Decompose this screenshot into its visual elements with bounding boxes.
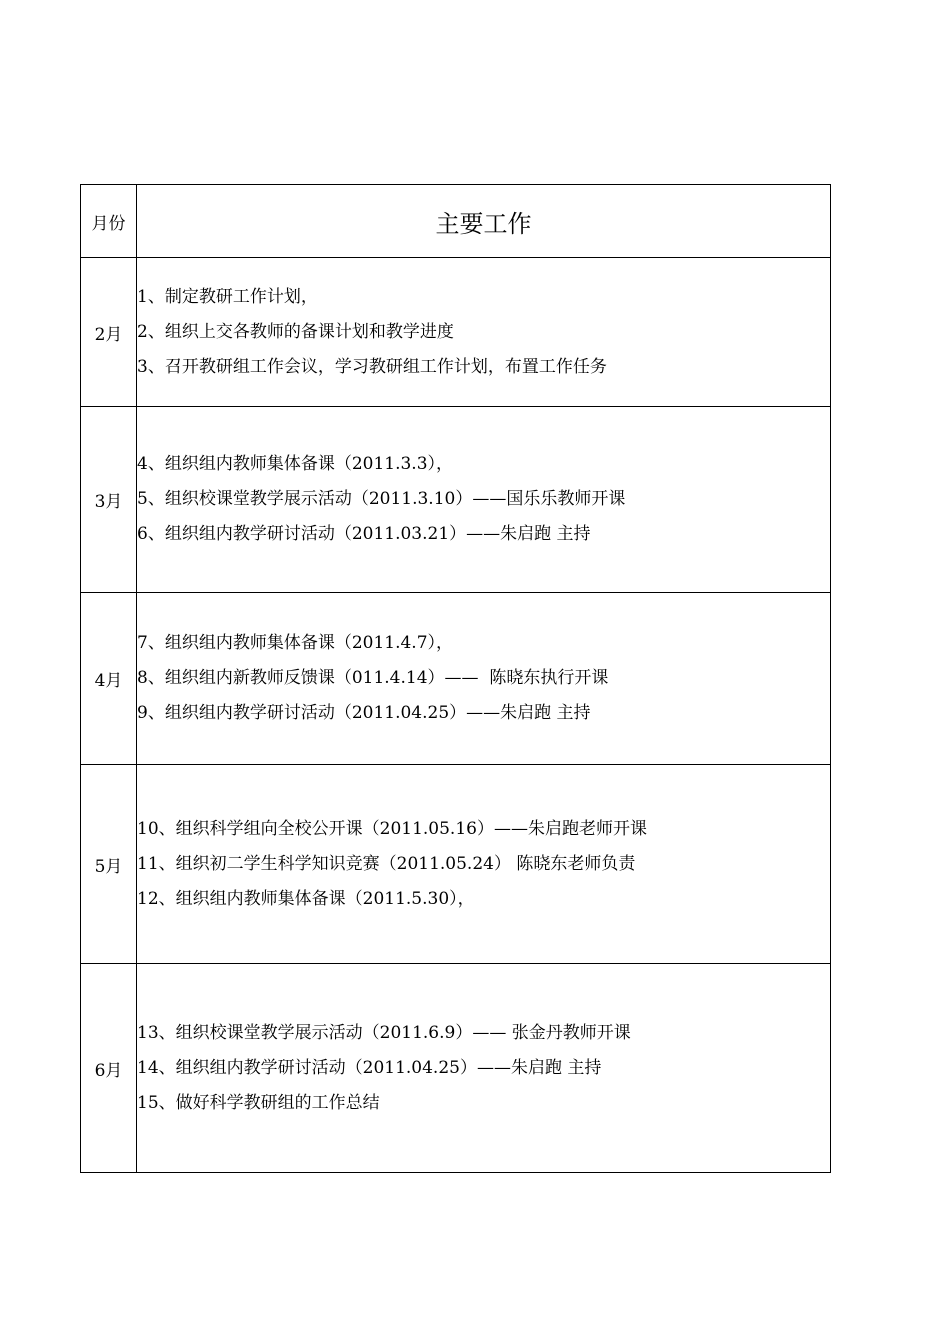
work-cell bbox=[137, 964, 831, 1173]
table-row bbox=[81, 593, 831, 765]
table-row bbox=[81, 258, 831, 407]
work-schedule-table bbox=[80, 184, 831, 1173]
work-item: 2、组织上交各教师的备课计划和教学进度 bbox=[137, 321, 454, 342]
work-item: 10、组织科学组向全校公开课（2011.05.16）——朱启跑老师开课 bbox=[137, 818, 647, 839]
work-cell bbox=[137, 407, 831, 593]
month-cell: 3月 bbox=[81, 407, 137, 593]
work-cell bbox=[137, 765, 831, 964]
work-item: 3、召开教研组工作会议，学习教研组工作计划，布置工作任务 bbox=[137, 356, 607, 377]
month-cell: 5月 bbox=[81, 765, 137, 964]
work-column-header: 主要工作 bbox=[137, 185, 831, 258]
work-item: 1、制定教研工作计划， bbox=[137, 286, 318, 307]
month-cell: 4月 bbox=[81, 593, 137, 765]
work-item: 6、组织组内教学研讨活动（2011.03.21）——朱启跑 主持 bbox=[137, 524, 591, 544]
month-cell: 2月 bbox=[81, 258, 137, 407]
table-row bbox=[81, 407, 831, 593]
work-item: 11、组织初二学生科学知识竞赛（2011.05.24） 陈晓东老师负责 bbox=[137, 853, 636, 874]
work-item: 13、组织校课堂教学展示活动（2011.6.9）—— 张金丹教师开课 bbox=[137, 1022, 631, 1043]
work-item: 7、组织组内教师集体备课（2011.4.7）， bbox=[137, 633, 454, 653]
work-item: 9、组织组内教学研讨活动（2011.04.25）——朱启跑 主持 bbox=[137, 703, 591, 723]
work-item: 5、组织校课堂教学展示活动（2011.3.10）——国乐乐教师开课 bbox=[137, 489, 626, 509]
work-cell bbox=[137, 258, 831, 407]
work-item: 15、做好科学教研组的工作总结 bbox=[137, 1092, 380, 1113]
month-cell: 6月 bbox=[81, 964, 137, 1173]
table-row bbox=[81, 964, 831, 1173]
work-item: 4、组织组内教师集体备课（2011.3.3）， bbox=[137, 454, 454, 474]
work-item: 12、组织组内教师集体备课（2011.5.30）， bbox=[137, 888, 475, 909]
work-cell bbox=[137, 593, 831, 765]
table-row bbox=[81, 765, 831, 964]
table-header-row bbox=[81, 185, 831, 258]
work-item: 14、组织组内教学研讨活动（2011.04.25）——朱启跑 主持 bbox=[137, 1057, 602, 1078]
work-item: 8、组织组内新教师反馈课（011.4.14）—— 陈晓东执行开课 bbox=[137, 668, 609, 688]
month-column-header: 月份 bbox=[81, 185, 137, 258]
